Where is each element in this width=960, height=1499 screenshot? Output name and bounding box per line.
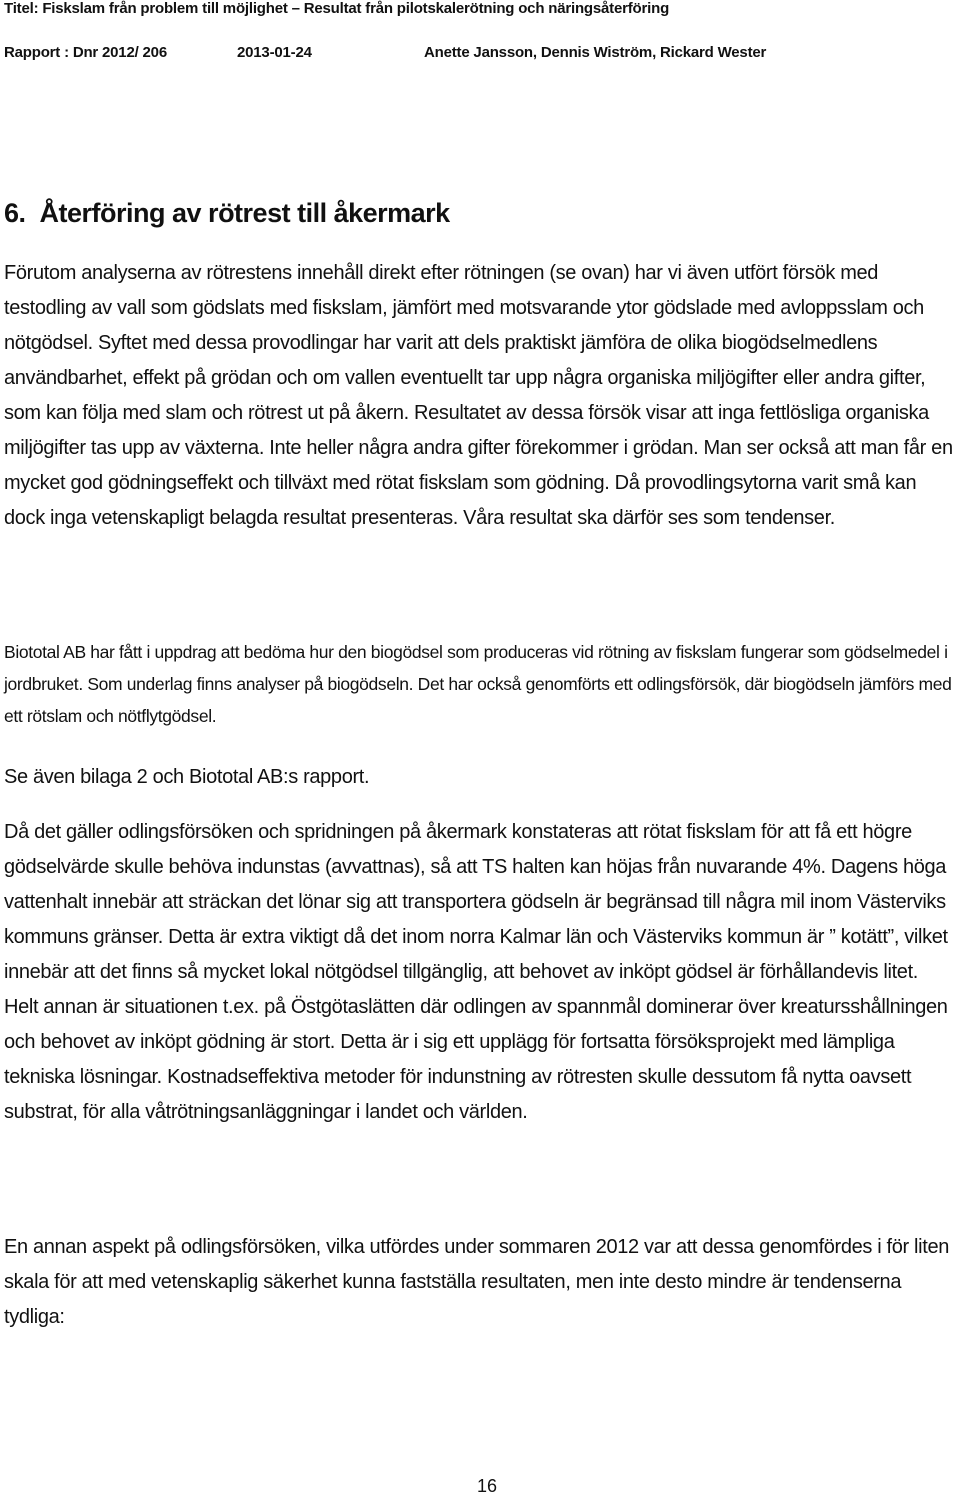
report-number: Rapport : Dnr 2012/ 206 — [4, 44, 167, 61]
paragraph-biototal: Biototal AB har fått i uppdrag att bedöma hur den biogödsel som produceras vid rötning av fiskslam fungerar som gödselmedel i jordbruket. Som underlag finns analyser på biogödseln. Det har också genomförts ett odlingsförsök, där biogödseln jämförs med ett rötslam och nötflytgödsel. — [4, 642, 952, 726]
paragraph-conclusion: En annan aspekt på odlingsförsöken, vilka utfördes under sommaren 2012 var att dessa genomfördes i för liten skala för att med vetenskaplig säkerhet kunna fastställa resultaten, men inte desto mindre är tendenserna tydliga: — [4, 1236, 949, 1328]
paragraph-intro: Förutom analyserna av rötrestens innehåll direkt efter rötningen (se ovan) har vi även utfört försök med testodling av vall som gödslats med fiskslam, jämfört med motsvarande ytor gödslade med avloppsslam och nötgödsel. Syftet med dessa provodlingar har varit att dels praktiskt jämföra de olika biogödselmedlens användbarhet, effekt på grödan och om vallen eventuellt tar upp några organiska miljögifter eller andra gifter, som kan följa med slam och rötrest ut på åkern. Resultatet av dessa försök visar att inga fettlösliga organiska miljögifter tas upp av växterna. Inte heller några andra gifter förekommer i grödan. Man ser också att man får en mycket god gödningseffekt och tillväxt med rötat fiskslam som gödning. Då provodlingsytorna varit små kan dock inga vetenskapligt belagda resultat presenteras. Våra resultat ska därför ses som tendenser. — [4, 262, 953, 529]
header-title: Titel: Fiskslam från problem till möjlighet – Resultat från pilotskalerötning och näringsåterföring — [4, 0, 670, 17]
section-title: Återföring av rötrest till åkermark — [39, 198, 450, 228]
section-number: 6. — [4, 198, 26, 228]
page-number: 16 — [476, 1476, 498, 1496]
section-heading — [4, 198, 450, 229]
paragraph-field-trials: Då det gäller odlingsförsöken och spridningen på åkermark konstateras att rötat fiskslam för att få ett högre gödselvärde skulle behöva indunstas (avvattnas), så att TS halten kan höjas från nuvarande 4%. Dagens höga vattenhalt innebär att sträckan det lönar sig att transportera gödseln är begränsad till några mil inom Västerviks kommuns gränser. Detta är extra viktigt då det inom norra Kalmar län och Västerviks kommun är ” kotätt”, vilket innebär att det finns så mycket lokal nötgödsel tillgänglig, att behovet av inköpt gödsel är förhållandevis litet. Helt annan är situationen t.ex. på Östgötaslätten där odlingen av spannmål dominerar över kreatursshållningen och behovet av inköpt gödning är stort. Detta är i sig ett upplägg för fortsatta försöksprojekt med lämpliga tekniska lösningar. Kostnadseffektiva metoder för indunstning av rötresten skulle dessutom få nytta oavsett substrat, för alla våtrötningsanläggningar i landet och världen. — [4, 821, 948, 1123]
report-date: 2013-01-24 — [237, 44, 312, 61]
header-meta — [4, 44, 904, 64]
report-authors: Anette Jansson, Dennis Wiström, Rickard Wester — [424, 44, 767, 61]
paragraph-reference: Se även bilaga 2 och Biototal AB:s rapport. — [4, 766, 370, 788]
